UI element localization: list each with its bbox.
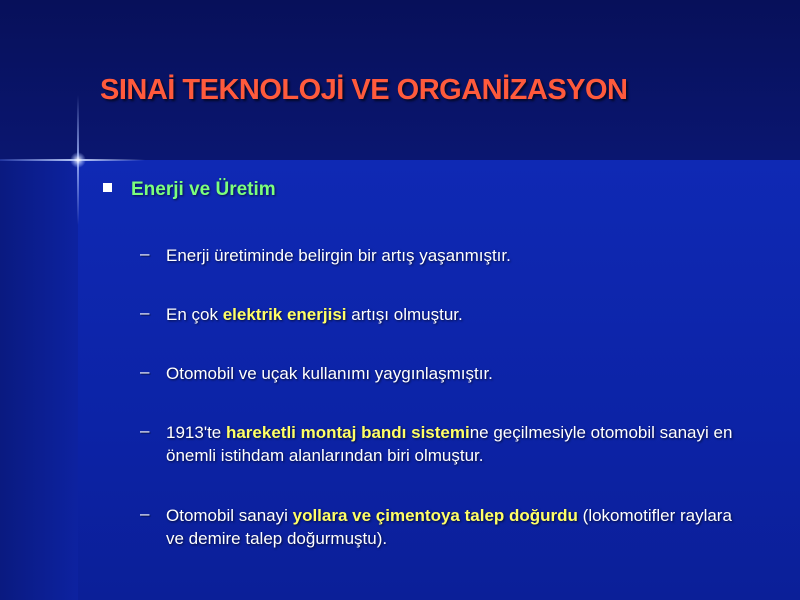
bullet-item — [166, 244, 746, 267]
section-heading: Enerji ve Üretim — [131, 179, 276, 200]
bullet-text: 1913'te — [166, 423, 226, 442]
highlighted-text: yollara ve çimentoya talep doğurdu — [292, 506, 578, 525]
bullet-item — [166, 362, 746, 385]
bullet-text: ne geçilmesiyle otomobil sanayi en önemli istihdam alanlarından biri olmuştur. — [166, 423, 733, 465]
light-flare-icon — [70, 152, 86, 168]
bullet-item — [166, 504, 746, 550]
bullet-item — [166, 303, 746, 326]
highlighted-text: elektrik enerjisi — [222, 305, 347, 324]
dash-bullet-icon: – — [140, 362, 150, 381]
bullet-text: artışı olmuştur. — [346, 305, 463, 324]
square-bullet-icon — [103, 183, 112, 192]
bullet-text: (lokomotifler raylara ve demire talep doğurmuştu). — [166, 506, 732, 548]
bullet-item — [166, 421, 746, 467]
dash-bullet-icon: – — [140, 421, 150, 440]
dash-bullet-icon: – — [140, 504, 150, 523]
bullet-text: Enerji üretiminde belirgin bir artış yaşanmıştır. — [166, 246, 511, 265]
bullet-text: Otomobil sanayi — [166, 506, 293, 525]
dash-bullet-icon: – — [140, 303, 150, 322]
dash-bullet-icon: – — [140, 244, 150, 263]
left-band — [0, 160, 78, 600]
bullet-text: Otomobil ve uçak kullanımı yaygınlaşmıştır. — [166, 364, 493, 383]
bullet-text: En çok — [166, 305, 223, 324]
highlighted-text: hareketli montaj bandı sistemi — [225, 423, 470, 442]
slide-title: SINAİ TEKNOLOJİ VE ORGANİZASYON — [100, 74, 628, 106]
